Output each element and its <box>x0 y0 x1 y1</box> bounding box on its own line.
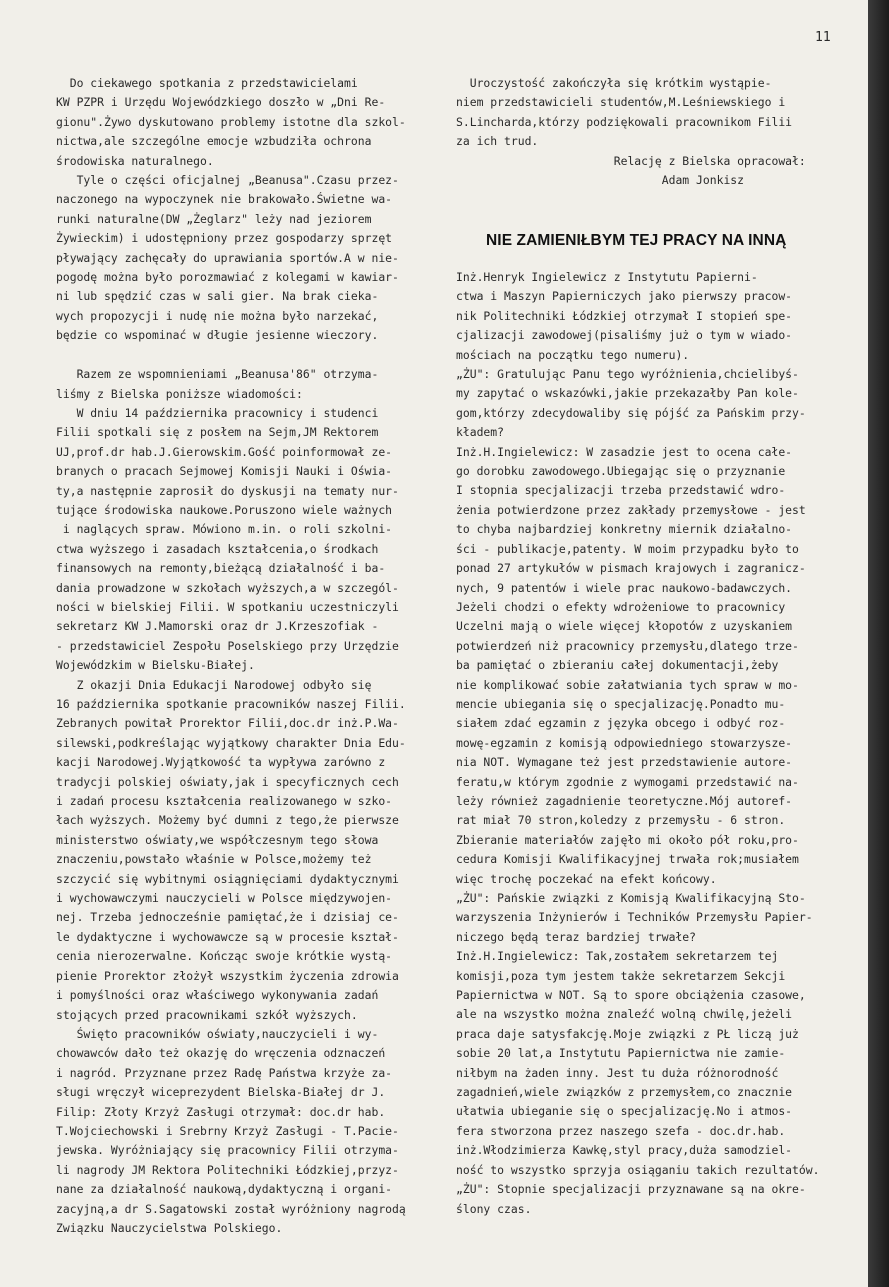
interview-text: Inż.Henryk Ingielewicz z Instytutu Papierni- ctwa i Maszyn Papierniczych jako pierwszy pracow- nik Politechniki Łódzkiej otrzymał I stopień spe- cjalizacji zawodowej(pisaliśmy już o tym w wiado- mościach na początku tego numeru). „ŻU": Gratulując Panu tego wyróżnienia,chcielibyś- my zapytać o wskazówki,jakie przekazałby Pan kole- gom,którzy zdecydowaliby się pójść za Pańskim przy- kładem? Inż.H.Ingielewicz: W zasadzie jest to ocena całe- go dorobku zawodowego.Ubiegając się o przyznanie I stopnia specjalizacji trzeba przedstawić wdro- żenia potwierdzone przez zakłady przemysłowe - jest to chyba najbardziej konkretny miernik działalno- ści - publikacje,patenty. W moim przypadku było to ponad 27 artykułów w pismach krajowych i zagranicz- nych, 9 patentów i wiele prac naukowo-badawczych. Jeżeli chodzi o efekty wdrożeniowe to pracownicy Uczelni mają o wiele więcej kłopotów z uzyskaniem potwierdzeń niż pracownicy przemysłu,dlatego trze- ba pamiętać o zbieraniu całej dokumentacji,żeby nie komplikować sobie załatwiania tych spraw w mo- mencie ubiegania się o specjalizację.Ponadto mu- siałem zdać egzamin z języka obcego i odbyć roz- mowę-egzamin z komisją odpowiedniego stowarzysze- nia NOT. Wymagane też jest przedstawienie autore- feratu,w którym zgodnie z wymogami przedstawić na- leży również zagadnienie teoretyczne.Mój autoref- rat miał 70 stron,koledzy z przemysłu - 6 stron. Zbieranie materiałów zajęło mi około pół roku,pro- cedura Komisji Kwalifikacyjnej trwała rok;musiałem więc trochę poczekać na efekt końcowy. „ŻU": Pańskie związki z Komisją Kwalifikacyjną Sto- warzyszenia Inżynierów i Techników Przemysłu Papier- niczego będą teraz bardziej trwałe? Inż.H.Ingielewicz: Tak,zostałem sekretarzem tej komisji,poza tym jestem także sekretarzem Sekcji Papiernictwa w NOT. Są to spore obciążenia czasowe, ale na wszystko można znaleźć wolną chwilę,jeżeli praca daje satysfakcję.Moje związki z PŁ liczą już sobie 20 lat,a Instytutu Papiernictwa nie zamie- niłbym na żaden inny. Jest tu duża różnorodność zagadnień,wiele związków z przemysłem,co znacznie ułatwia ubieganie się o specjalizację.No i atmos- fera stworzona przez naszego szefa - doc.dr.hab. inż.Włodzimierza Kawkę,styl pracy,duża samodziel- ność to wszystko sprzyja osiąganiu takich rezultatów. „ŻU": Stopnie specjalizacji przyznawane są na okre- ślony czas. <box>456 270 820 1216</box>
article-headline: NIE ZAMIENIŁBYM TEJ PRACY NA INNĄ <box>486 232 787 249</box>
right-column-report-ending: Uroczystość zakończyła się krótkim wystąpie- niem przedstawicieli studentów,M.Leśniewskiego i S.Lincharda,którzy podziękowali pracownikom Filii za ich trud. Relację z Bielska opracował: Adam Jonkisz <box>456 76 806 188</box>
page-number: 11 <box>815 30 831 45</box>
left-column-text: Do ciekawego spotkania z przedstawicielami KW PZPR i Urzędu Wojewódzkiego doszło w „Dni Re- gionu".Żywo dyskutowano problemy istotne dla szkol- nictwa,ale szczególne emocje wzbudziła ochrona środowiska naturalnego. Tyle o części oficjalnej „Beanusa".Czasu przez- naczonego na wypoczynek nie brakowało.Świetne wa- runki naturalne(DW „Żeglarz" leży nad jeziorem Żywieckim) i udostępniony przez gospodarzy sprzęt pływający zachęcały do uprawiania sportów.A w nie- pogodę można było porozmawiać z kolegami w kawiar- ni lub spędzić czas w sali gier. Na brak cieka- wych propozycji i nudę nie można było narzekać, będzie co wspominać w długie jesienne wieczory. Razem ze wspomnieniami „Beanusa'86" otrzyma- liśmy z Bielska poniższe wiadomości: W dniu 14 października pracownicy i studenci Filii spotkali się z posłem na Sejm,JM Rektorem UJ,prof.dr hab.J.Gierowskim.Gość poinformował ze- branych o pracach Sejmowej Komisji Nauki i Oświa- ty,a następnie zaprosił do dyskusji na tematy nur- tujące środowiska naukowe.Poruszono wiele ważnych i naglących spraw. Mówiono m.in. o roli szkolni- ctwa wyższego i zasadach kształcenia,o środkach finansowych na remonty,bieżącą działalność i ba- dania prowadzone w szkołach wyższych,a w szczegól- ności w bielskiej Filii. W spotkaniu uczestniczyli sekretarz KW J.Mamorski oraz dr J.Krzeszofiak - - przedstawiciel Zespołu Poselskiego przy Urzędzie Wojewódzkim w Bielsku-Białej. Z okazji Dnia Edukacji Narodowej odbyło się 16 października spotkanie pracowników naszej Filii. Zebranych powitał Prorektor Filii,doc.dr inż.P.Wa- silewski,podkreślając wyjątkowy charakter Dnia Edu- kacji Narodowej.Wyjątkowość ta wypływa zarówno z tradycji polskiej oświaty,jak i specyficznych cech i zadań procesu kształcenia realizowanego w szko- łach wyższych. Możemy być dumni z tego,że pierwsze ministerstwo oświaty,we współczesnym tego słowa znaczeniu,powstało właśnie w Polsce,możemy też szczycić się wybitnymi osiągnięciami dydaktycznymi i wychowawczymi nauczycieli w Polsce międzywojen- nej. Trzeba jednocześnie pamiętać,że i dzisiaj ce- le dydaktyczne i wychowawcze są w procesie kształ- cenia nierozerwalne. Kończąc swoje krótkie wystą- pienie Prorektor złożył wszystkim życzenia zdrowia i pomyślności oraz właściwego wykonywania zadań stojących przed pracownikami szkół wyższych. Święto pracowników oświaty,nauczycieli i wy- chowawców dało też okazję do wręczenia odznaczeń i nagród. Przyznane przez Radę Państwa krzyże za- sługi wręczył wiceprezydent Bielska-Białej dr J. Filip: Złoty Krzyż Zasługi otrzymał: doc.dr hab. T.Wojciechowski i Srebrny Krzyż Zasługi - T.Pacie- jewska. Wyróżniający się pracownicy Filii otrzyma- li nagrody JM Rektora Politechniki Łódzkiej,przyz- nane za działalność naukową,dydaktyczną i organi- zacyjną,a dr S.Sagatowski został wyróżniony nagrodą Związku Nauczycielstwa Polskiego. <box>56 76 406 1235</box>
scan-edge-shadow <box>868 0 889 1287</box>
